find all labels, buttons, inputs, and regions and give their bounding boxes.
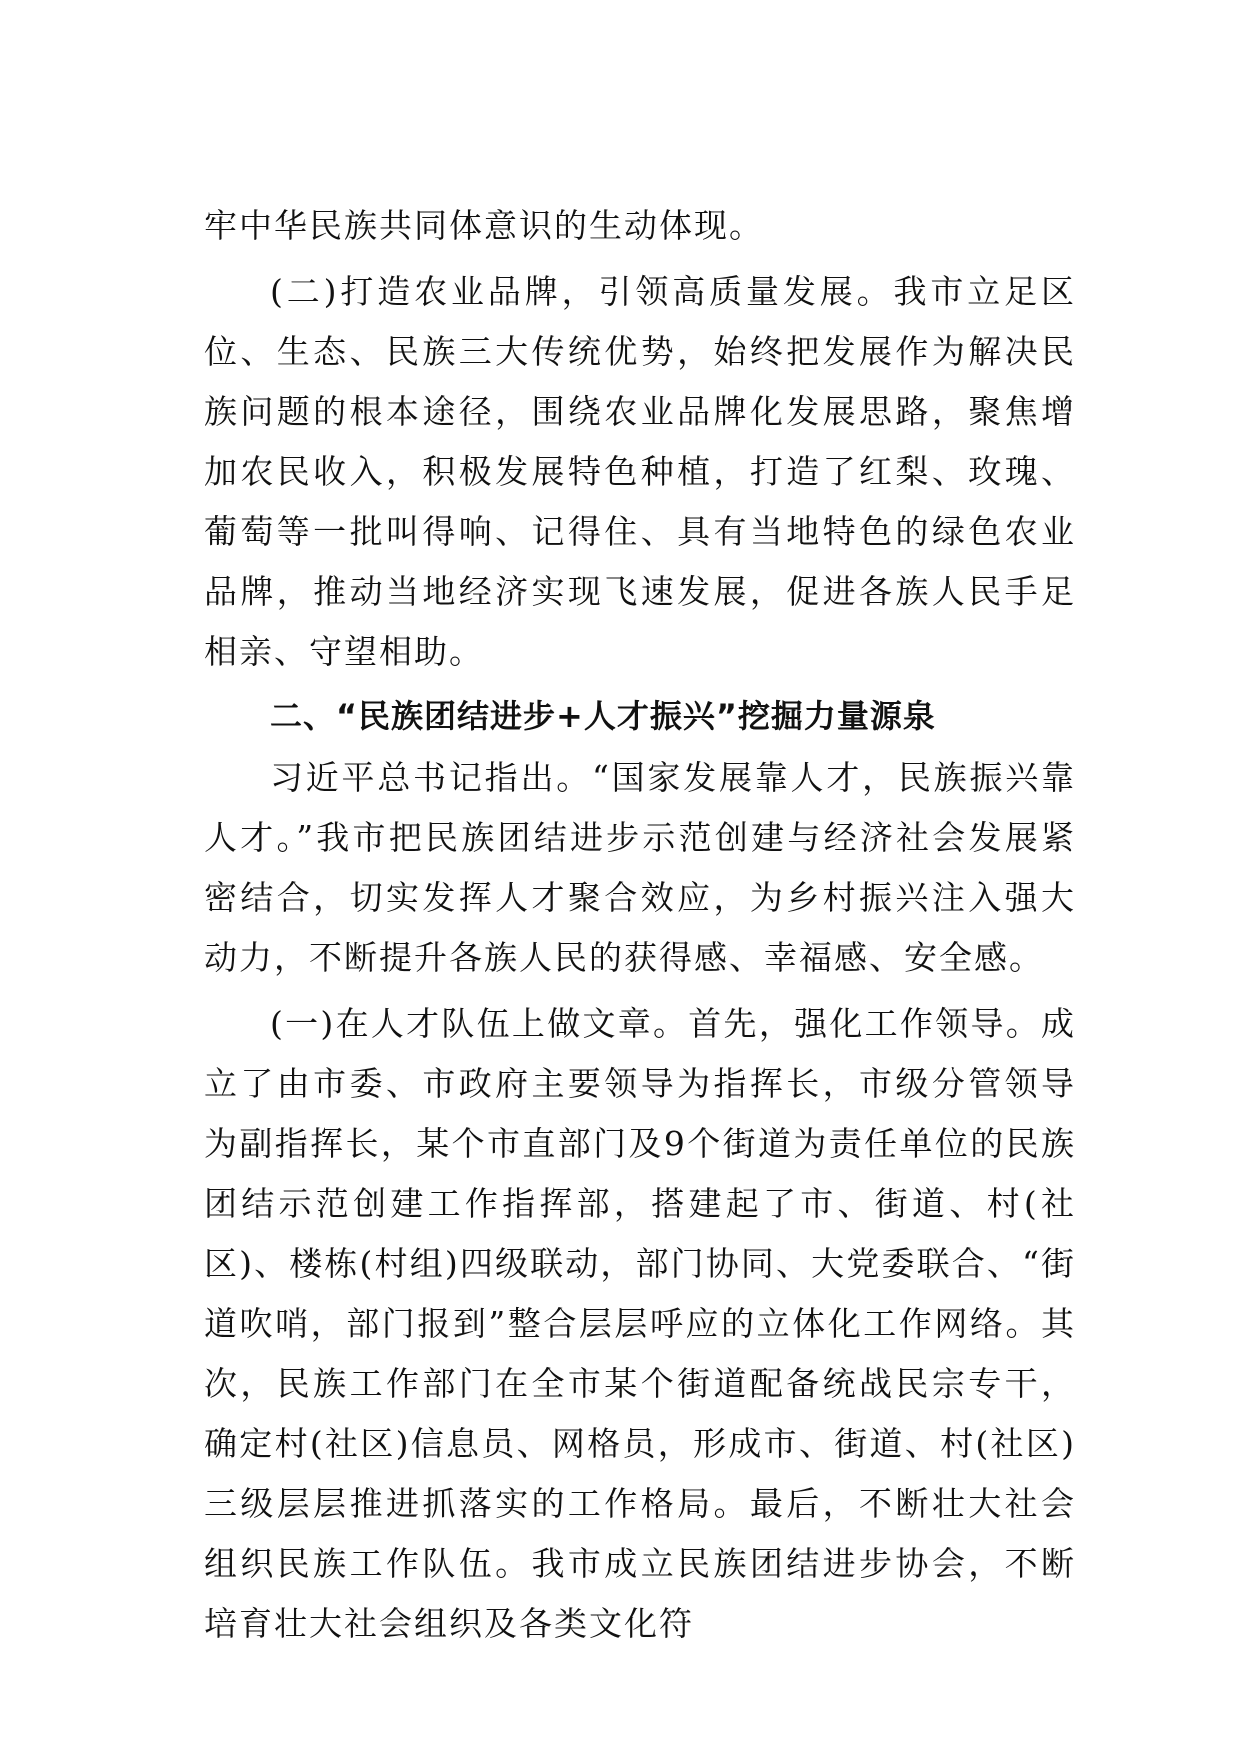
paragraph-agri-brand: (二)打造农业品牌，引领高质量发展。我市立足区位、生态、民族三大传统优势，始终把发展作为解决民族问题的根本途径，围绕农业品牌化发展思路，聚焦增加农民收入，积极发展特色种植，打造了红梨、玫瑰、葡萄等一批叫得响、记得住、具有当地特色的绿色农业品牌，推动当地经济实现飞速发展，促进各族人民手足相亲、守望相助。 [204,272,1076,671]
paragraph-talent-intro: 习近平总书记指出。“国家发展靠人才，民族振兴靠人才。”我市把民族团结进步示范创建与经济社会发展紧密结合，切实发挥人才聚合效应，为乡村振兴注入强大动力，不断提升各族人民的获得感、幸福感、安全感。 [204,758,1076,977]
section-heading-two: 二、“民族团结进步+人才振兴”挖掘力量源泉 [270,697,936,735]
document-body [204,196,1076,1654]
paragraph-continuation: 牢中华民族共同体意识的生动体现。 [204,206,764,245]
paragraph-talent-team: (一)在人才队伍上做文章。首先，强化工作领导。成立了由市委、市政府主要领导为指挥长，市级分管领导为副指挥长，某个市直部门及9个街道为责任单位的民族团结示范创建工作指挥部，搭建起了市、街道、村(社区)、楼栋(村组)四级联动，部门协同、大党委联合、“街道吹哨，部门报到”整合层层呼应的立体化工作网络。其次，民族工作部门在全市某个街道配备统战民宗专干，确定村(社区)信息员、网格员，形成市、街道、村(社区)三级层层推进抓落实的工作格局。最后，不断壮大社会组织民族工作队伍。我市成立民族团结进步协会，不断培育壮大社会组织及各类文化符 [204,1004,1076,1643]
